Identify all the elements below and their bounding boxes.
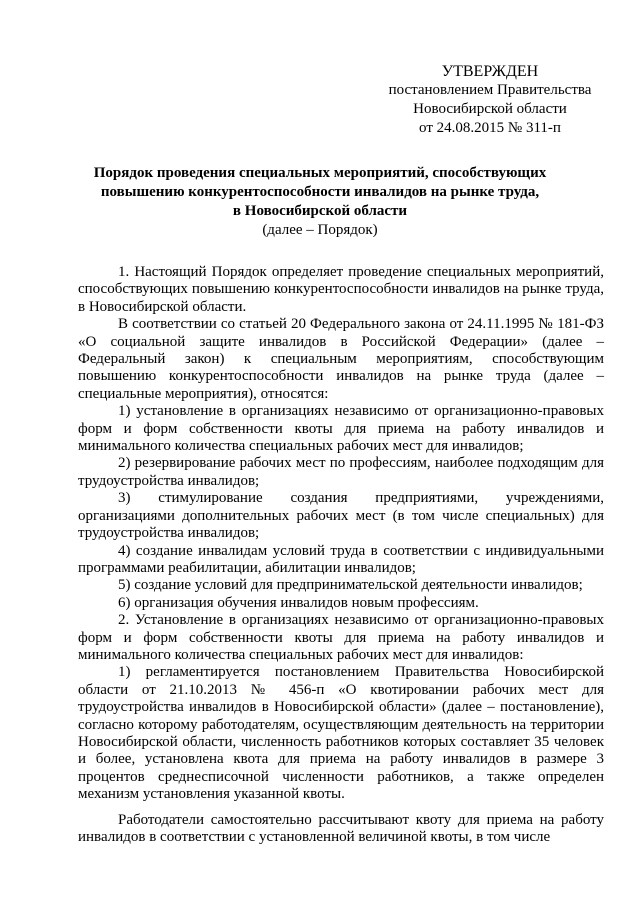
paragraph: 6) организация обучения инвалидов новым профессиям.	[118, 594, 479, 611]
paragraph: 3) стимулирование создания предприятиями, учреждениями, организациями дополнительных рабочих мест (в том числе специальных) для трудоустройства инвалидов;	[78, 490, 604, 542]
approval-line-2: Новосибирской области	[413, 101, 567, 117]
paragraph: 2) резервирование рабочих мест по профессиям, наиболее подходящим для трудоустройства инвалидов;	[78, 455, 604, 489]
paragraph: 1. Настоящий Порядок определяет проведение специальных мероприятий, способствующих повышению конкурентоспособности инвалидов на рынке труда, в Новосибирской области.	[78, 264, 604, 315]
approval-line-1: постановлением Правительства	[388, 82, 592, 98]
approval-heading: УТВЕРЖДЕН	[441, 63, 539, 80]
paragraph: 1) регламентируется постановлением Правительства Новосибирской области от 21.10.2013 № 456-п «О квотировании рабочих мест для трудоустройства инвалидов в Новосибирской области» (далее – постановление), согласно которому работодателям, осуществляющим деятельность на территории Новосибирской области, численность работников которых составляет 35 человек и более, установлена квота для приема на работу инвалидов в размере 3 процентов среднесписочной численности работников, а также определен механизм установления указанной квоты.	[78, 664, 604, 803]
paragraph: 2. Установление в организациях независимо от организационно-правовых форм и форм собственности квоты для приема на работу инвалидов и минимального количества специальных рабочих мест для инвалидов:	[78, 612, 604, 663]
title-line-3: в Новосибирской области	[232, 203, 408, 219]
title-subtitle: (далее – Порядок)	[262, 222, 378, 238]
document-title	[60, 164, 580, 240]
paragraph: 4) создание инвалидам условий труда в соответствии с индивидуальными программами реабилитации, абилитации инвалидов;	[78, 542, 604, 576]
approval-line-3: от 24.08.2015 № 311-п	[419, 120, 561, 136]
title-line-1: Порядок проведения специальных мероприятий, способствующих	[93, 165, 547, 181]
paragraph: 5) создание условий для предпринимательской деятельности инвалидов;	[118, 577, 583, 594]
paragraph: В соответствии со статьей 20 Федерального закона от 24.11.1995 № 181-ФЗ «О социальной защите инвалидов в Российской Федерации» (далее – Федеральный закон) к специальным мероприятиям, способствующим повышению конкурентоспособности инвалидов на рынке труда (далее – специальные мероприятия), относятся:	[78, 316, 604, 402]
paragraph: 1) установление в организациях независимо от организационно-правовых форм и форм собственности квоты для приема на работу инвалидов и минимального количества специальных рабочих мест для инвалидов;	[78, 403, 604, 455]
document-body	[78, 264, 604, 846]
title-line-2: повышению конкурентоспособности инвалидов на рынке труда,	[100, 184, 540, 200]
paragraph: Работодатели самостоятельно рассчитывают квоту для приема на работу инвалидов в соответствии с установленной величиной квоты, в том числе	[78, 811, 604, 845]
approval-stamp	[380, 62, 600, 138]
